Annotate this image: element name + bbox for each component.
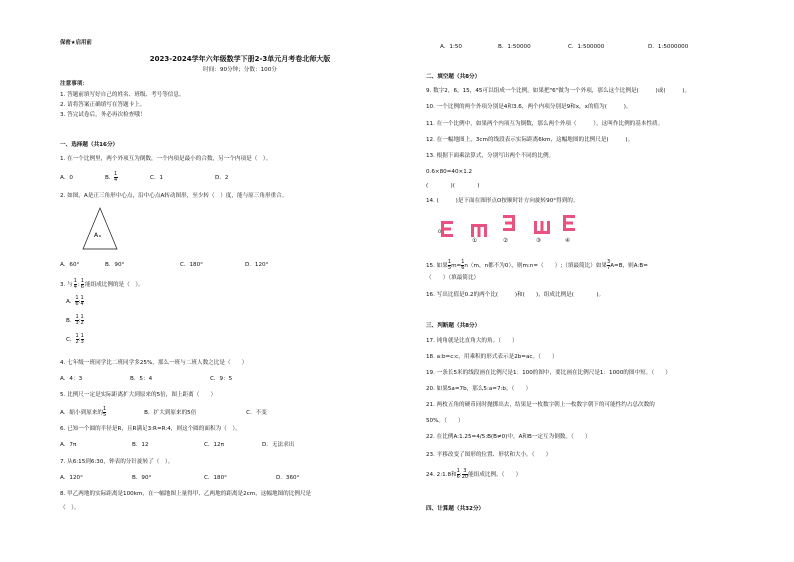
section-choice-heading: 一、选择题（共16分）: [60, 142, 119, 148]
question-11: 11. 在一个比例中，如果两个内项互为倒数，那么两个外项（ ），这叫作比例的基本性质。: [426, 121, 664, 127]
rotation-figures: [441, 213, 577, 243]
mark-3: ③: [536, 238, 542, 244]
question-7: 7. 从6:15到6:30，钟表的分针旋转了（ ）。: [60, 459, 174, 465]
mark-4: ④: [565, 238, 571, 244]
exam-title: 2023-2024学年六年级数学下册2-3单元月考卷北师大版: [149, 55, 331, 63]
option-b[interactable]: B．5：4: [130, 376, 153, 382]
right-column: [426, 0, 786, 562]
question-16: 16. 写出比值是0.2的两个比( )和( )，组成比例是( )。: [426, 292, 605, 298]
question-8: 8. 甲乙两地的实际距离是100km，在一幅地图上量得甲、乙两地的距离是2cm，这幅地图的比例尺是: [60, 491, 312, 497]
option-b[interactable]: B．扩大到原来的5倍: [144, 410, 197, 416]
option-d[interactable]: D．2: [215, 175, 229, 181]
option-b[interactable]: B．: [105, 175, 115, 181]
question-6: 6. 已知一个圆的半径是R，且R满足3:R=R:4，则这个圆的面积为（ ）。: [60, 426, 241, 432]
question-8-options: [440, 44, 688, 51]
triangle-figure: [82, 207, 118, 251]
figure-3: [503, 215, 515, 231]
question-15-tail: （ ）（填最简比）: [426, 275, 480, 281]
note-item: 2. 请将答案正确填写在答题卡上。: [60, 102, 146, 108]
option-b[interactable]: B．12: [132, 442, 149, 448]
question-23: 23. 平移改变了图形的位置、形状和大小。（ ）: [426, 452, 552, 458]
question-13-blanks[interactable]: ( )( ): [426, 183, 480, 189]
option-a[interactable]: A．120°: [60, 475, 83, 481]
left-column: [60, 0, 420, 562]
option-c[interactable]: C．9：5: [210, 376, 233, 382]
option-d[interactable]: D．无法求出: [262, 442, 295, 448]
option-c[interactable]: C．1:500000: [568, 44, 605, 50]
question-24: 24. 2:1.8和 $\frac{1}{6}$ : $\frac{3}{20}$ 能组成比例。（ ）: [426, 468, 522, 480]
question-10: 10. 一个比例的两个外项分别是4和3.6，两个内项分别是9和x，x的值为( )。: [426, 104, 632, 110]
question-4-options: [60, 376, 232, 383]
figure-1: [441, 221, 453, 237]
question-5-options: [60, 407, 267, 418]
fraction: $\frac{1}{4}$: [114, 171, 118, 183]
option-b[interactable]: B．90°: [132, 475, 152, 481]
option-b[interactable]: B．1:50000: [498, 44, 531, 50]
question-21: 21. 两枚五角的硬币同时抛掷出去，结果是一枚数字朝上一枚数字朝下的可能性约占总次数的: [426, 402, 655, 408]
option-c[interactable]: C．180°: [180, 262, 203, 268]
question-12: 12. 在一幅地图上，3cm的线段表示实际距离6km，这幅地图的比例尺是( )。: [426, 137, 634, 143]
question-21-tail: 50%。（ ）: [426, 418, 464, 424]
notes-heading: 注意事项：: [60, 81, 88, 87]
figure-2: [471, 224, 487, 237]
question-9: 9. 数字2，6，15，45可以组成一个比例。如果把"6"做为一个外项，那么这个比例是( )或( )。: [426, 88, 691, 94]
option-b[interactable]: B． $\frac{1}{3}$ : $\frac{1}{2}$: [66, 314, 84, 326]
option-a[interactable]: A．1:50: [440, 44, 462, 50]
option-a[interactable]: A．60°: [60, 262, 80, 268]
section-judge-heading: 三、判断题（共8分）: [426, 323, 481, 329]
option-a[interactable]: A．7π: [60, 442, 77, 448]
question-22: 22. 在比例A:1.25=4/5:B(B≠0)中，A和B一定互为倒数。（ ）: [426, 434, 591, 440]
question-13-equation: 0.6×80=40×1.2: [426, 169, 473, 175]
question-2-options: [60, 262, 268, 269]
rotation-center-label: O: [438, 229, 442, 234]
question-15: 15. 如果 $\frac{1}{5}$ m= $\frac{1}{6}$ n（m，n都不为0），则m:n=（ ）;（填最简比）如果 $\frac{3}{7}$ A=B，则A:B=: [426, 259, 648, 271]
question-5: 5. 比例尺一定是实际距离扩大到原来的5倍，图上距离（ ）: [60, 392, 217, 398]
option-a[interactable]: A． $\frac{1}{6}$ : $\frac{1}{4}$: [66, 295, 84, 307]
question-14: 14. ( )是下面在图形点O按顺时针方向旋转90°得到的。: [426, 198, 579, 204]
option-b[interactable]: B．90°: [105, 262, 125, 268]
section-fill-heading: 二、填空题（共8分）: [426, 74, 481, 80]
question-18: 18. a:b=c:c，用乘积的形式表示是2b=ac。（ ）: [426, 354, 558, 360]
question-8-tail: （ ）。: [60, 505, 80, 511]
center-point-label: A: [94, 232, 99, 239]
option-d[interactable]: D．1:5000000: [648, 44, 689, 50]
option-a[interactable]: A．0: [60, 175, 73, 181]
option-c[interactable]: C．12π: [204, 442, 224, 448]
question-20: 20. 如果5a=7b，那么5:a=7:b。（ ）: [426, 386, 532, 392]
exam-subtitle: 时间：90分钟；分数：100分: [203, 67, 277, 73]
question-7-options: [60, 475, 299, 482]
option-a[interactable]: A．4：3: [60, 376, 83, 382]
section-calc-heading: 四、计算题（共32分）: [426, 506, 485, 512]
option-c[interactable]: C．1: [150, 175, 164, 181]
question-13: 13. 根据下面乘法算式，分别写出两个不同的比例。: [426, 153, 555, 159]
question-17: 17. 钝角就是比直角大的角。（ ）: [426, 338, 518, 344]
option-c[interactable]: C． $\frac{1}{2}$ : $\frac{1}{3}$: [66, 333, 84, 345]
option-c[interactable]: C．180°: [204, 475, 227, 481]
mark-2: ②: [503, 238, 509, 244]
option-c[interactable]: C．不变: [246, 410, 267, 416]
question-4: 4. 七年级一班同学比二班同学多25%，那么一班与二班人数之比是（ ）: [60, 360, 248, 366]
figure-4: [534, 221, 550, 234]
option-a[interactable]: A．缩小到原来的 $\frac{1}{5}$: [60, 406, 107, 418]
figure-5: [563, 215, 575, 231]
question-19: 19. 一条长5米的线段画在比例尺是1：100的图中，要比画在比例尺是1：1000的图中短。（ ）: [426, 370, 671, 376]
note-item: 3. 答完试卷后，务必再次检查哦！: [60, 112, 146, 118]
question-2: 2. 如图，A是正三角形中心点，沿中心点A转动图形，至少转（ ）度，能与原三角形重合。: [60, 193, 288, 199]
question-3: 3. 与 $\frac{1}{4}$ : $\frac{1}{6}$ 能组成比例的是（ ）。: [60, 278, 144, 290]
option-d[interactable]: D．120°: [245, 262, 269, 268]
question-1-options: [60, 172, 228, 183]
option-d[interactable]: D．360°: [276, 475, 300, 481]
question-6-options: [60, 442, 294, 449]
mark-1: ①: [472, 238, 478, 244]
note-item: 1. 答题前填写好自己的姓名、班级、考号等信息。: [60, 92, 185, 98]
question-1: 1. 在一个比例里，两个外项互为倒数，一个内项是最小的合数，另一个内项是（ ）。: [60, 156, 272, 162]
confidential-mark: 保密★启用前: [60, 40, 92, 46]
